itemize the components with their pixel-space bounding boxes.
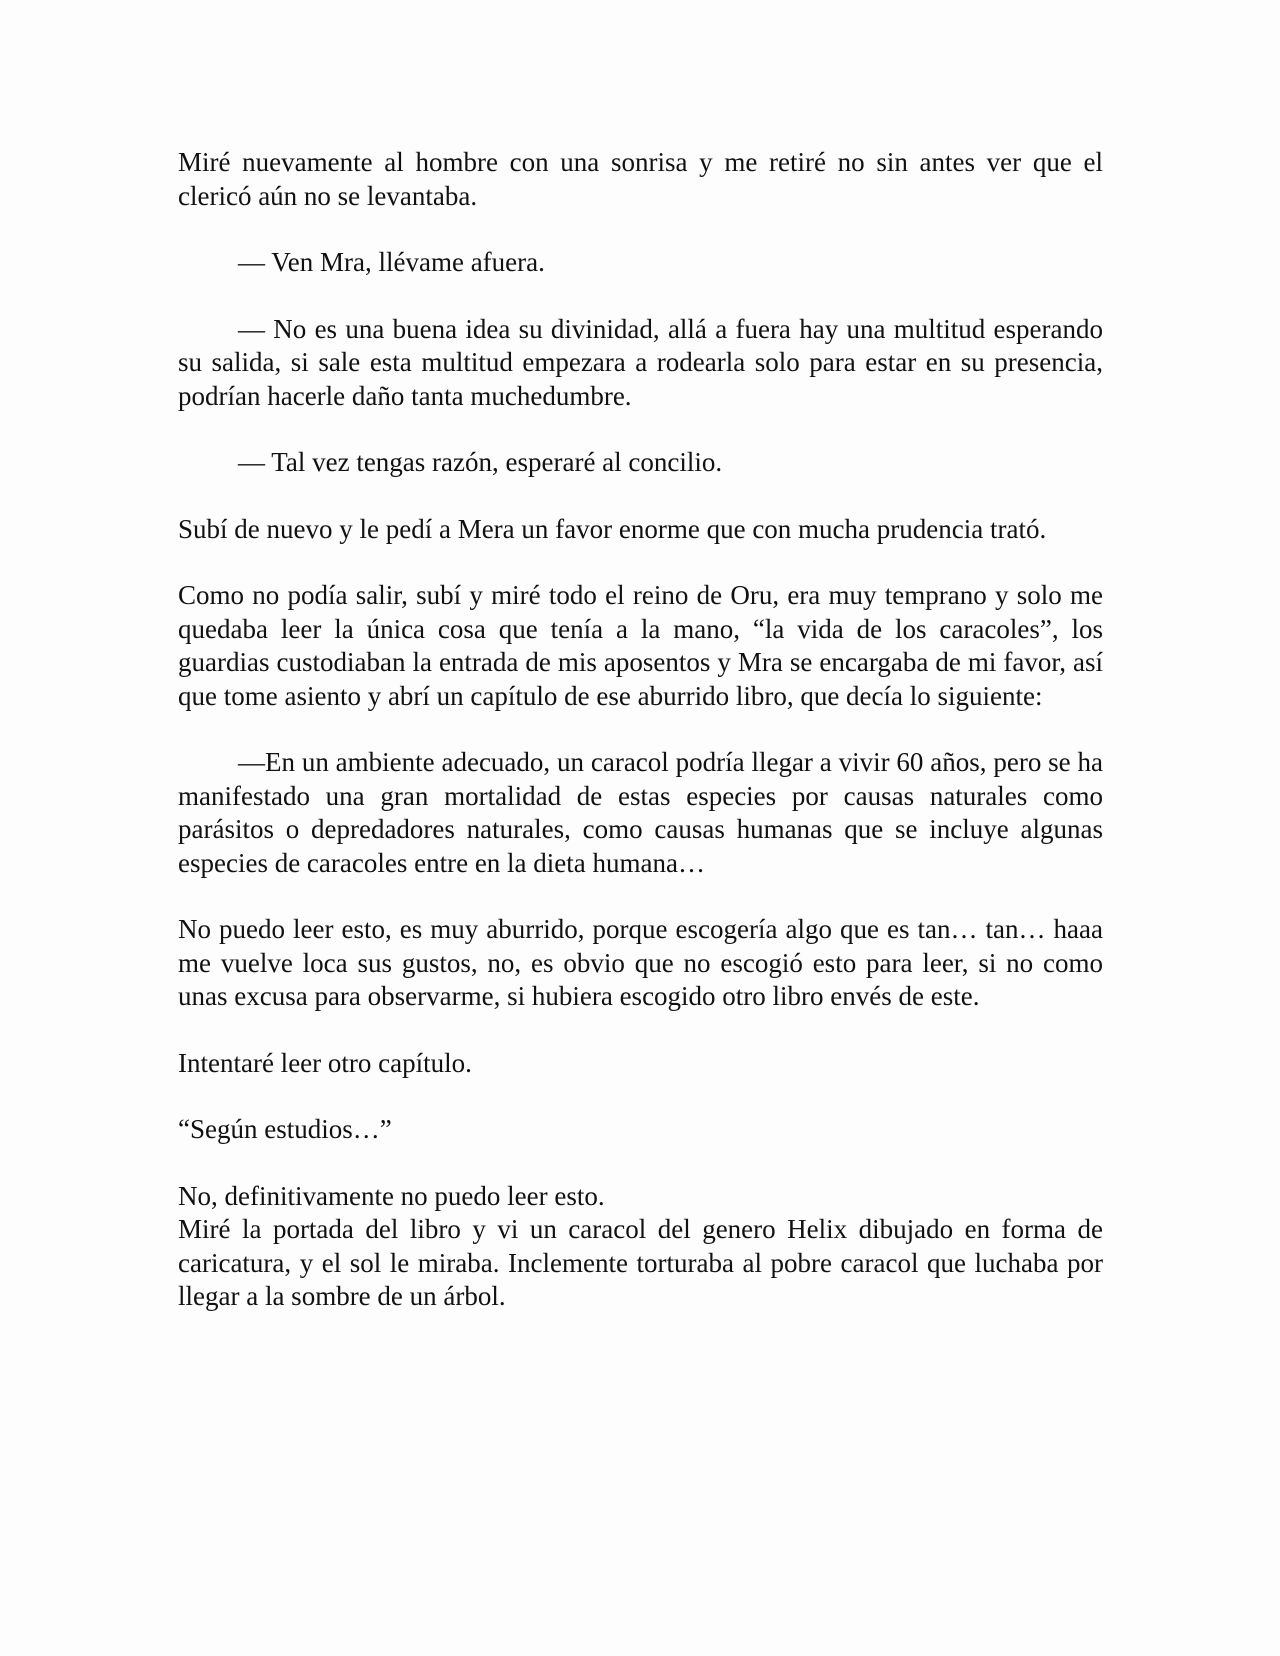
paragraph-6: “Según estudios…” xyxy=(178,1114,392,1144)
paragraph-7: No, definitivamente no puedo leer esto. xyxy=(178,1180,605,1211)
document-body xyxy=(178,146,1103,1347)
paragraph-4: No puedo leer esto, es muy aburrido, porque escogería algo que es tan… tan… haaa me vuelve loca sus gustos, no, es obvio que no escogió esto para leer, si no como unas excusa para observarme, si hubiera escogido otro libro envés de este. xyxy=(178,914,1103,1011)
paragraph-8: Miré la portada del libro y vi un caracol del genero Helix dibujado en forma de caricatura, y el sol le miraba. Inclemente torturaba al pobre caracol que luchaba por llegar a la sombre de un árbol. xyxy=(178,1214,1103,1311)
paragraph-2: Subí de nuevo y le pedí a Mera un favor enorme que con mucha prudencia trató. xyxy=(178,513,1047,544)
dialogue-line-2: — No es una buena idea su divinidad, allá a fuera hay una multitud esperando su salida, si sale esta multitud empezara a rodearla solo para estar en su presencia, podrían hacerle daño tanta muchedumbre. xyxy=(178,313,1103,411)
dialogue-line-3: — Tal vez tengas razón, esperaré al concilio. xyxy=(238,447,723,477)
dialogue-line-1: — Ven Mra, llévame afuera. xyxy=(238,247,545,277)
paragraph-5: Intentaré leer otro capítulo. xyxy=(178,1047,472,1078)
paragraph-3: Como no podía salir, subí y miré todo el reino de Oru, era muy temprano y solo me quedaba leer la única cosa que tenía a la mano, “la vida de los caracoles”, los guardias custodiaban la entrada de mis aposentos y Mra se encargaba de mi favor, así que tome asiento y abrí un capítulo de ese aburrido libro, que decía lo siguiente: xyxy=(178,580,1103,711)
book-quote: —En un ambiente adecuado, un caracol podría llegar a vivir 60 años, pero se ha manifestado una gran mortalidad de estas especies por causas naturales como parásitos o depredadores naturales, como causas humanas que se incluye algunas especies de caracoles entre en la dieta humana… xyxy=(178,747,1103,878)
paragraph-1: Miré nuevamente al hombre con una sonrisa y me retiré no sin antes ver que el clericó aún no se levantaba. xyxy=(178,147,1103,211)
